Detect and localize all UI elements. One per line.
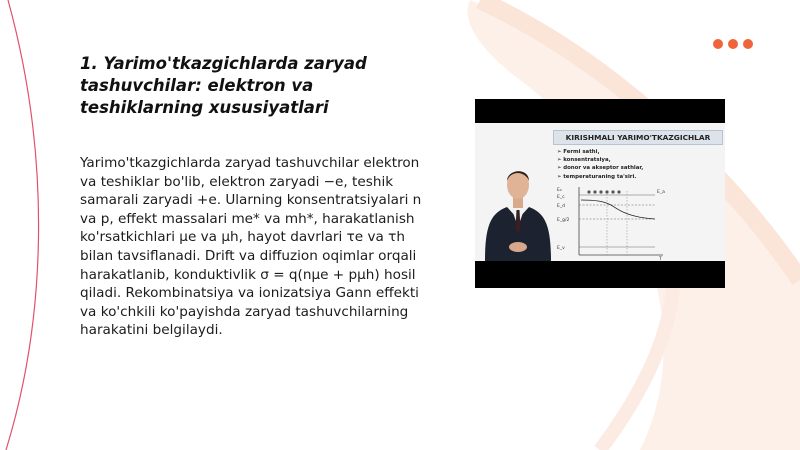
video-thumbnail[interactable] [475,99,725,288]
graph-label-ed: E_d [557,204,565,209]
graph-dot [611,190,614,193]
slide-body-text: Yarimo'tkazgichlarda zaryad tashuvchilar elektron va teshiklar bo'lib, elektron zaryadi −e, teshik samarali zaryadi +e. Ularning konsentratsiyalari n va p, effekt massalari me* va mh*, harakatlanish ko'rsatkichlari μe va μh, hayot davrlari τe va τh bilan tavsiflanadi. Drift va diffuzion oqimlar orqali harakatlanib, konduktivlik σ = q(nμe + pμh) hosil qiladi. Rekombinatsiya va ionizatsiya Gann effekti va ko'chkili ko'payishda zaryad tashuvchilarning harakatini belgilaydi. [80,155,422,339]
accent-line [6,0,39,450]
board-title: KIRISHMALI YARIMO'TKAZGICHLAR [553,130,723,145]
dot-icon [728,39,738,49]
graph-dot [587,190,590,193]
menu-dots [713,39,753,49]
graph-label-ev: E_v [557,246,565,251]
graph-dot [617,190,620,193]
board-bullet: ➢ donor va akseptor sathlar, [557,164,643,172]
board-bullet: ➢ Fermi sathi, [557,148,643,156]
graph-label-eg: E_g/2 [557,218,570,223]
graph-fermi-curve [581,200,655,219]
graph-label-e0: E₀ [557,188,562,193]
presenter-figure [481,147,555,261]
graph-label-t: T [659,257,662,261]
graph-label-ec: E_c [557,195,565,200]
board-bullet: ➢ konsentratsiya, [557,156,643,164]
energy-diagram [555,183,665,261]
graph-dot [605,190,608,193]
graph-dot [593,190,596,193]
dot-icon [743,39,753,49]
dot-icon [713,39,723,49]
graph-dot [599,190,602,193]
video-frame [475,123,725,261]
presenter-hands [509,242,527,252]
board-bullets [557,148,643,181]
board-bullet: ➢ temperaturaning ta'siri. [557,173,643,181]
slide-title: 1. Yarimo'tkazgichlarda zaryad tashuvchilar: elektron va teshiklarning xususiyatlari [80,54,367,117]
graph-label-ea: E_a [657,190,665,195]
